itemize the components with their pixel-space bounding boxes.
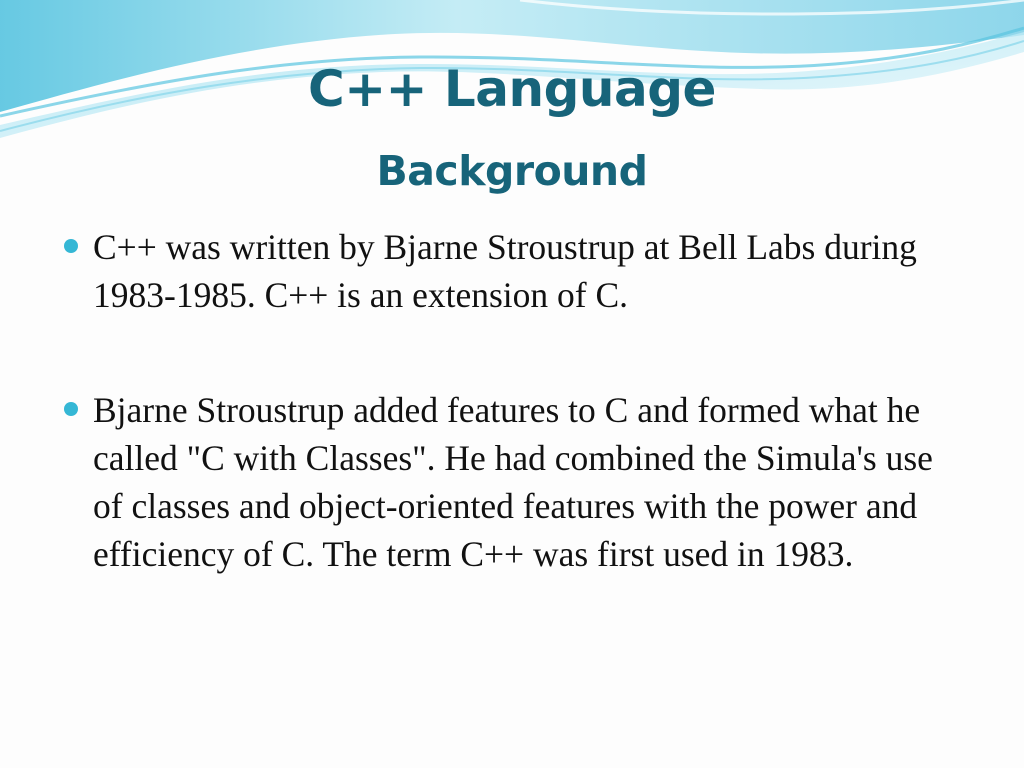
bullet-item (64, 223, 964, 319)
slide-subtitle: Background (376, 147, 648, 195)
bullet-text: Bjarne Stroustrup added features to C and formed what he called "C with Classes". He had combined the Simula's use of classes and object-oriented features with the power and efficiency of C. The term C++ was first used in 1983. (93, 390, 933, 574)
bullet-text: C++ was written by Bjarne Stroustrup at Bell Labs during 1983-1985. C++ is an extension of C. (93, 227, 917, 315)
circle-bullet-icon (64, 239, 78, 253)
slide-title-block (0, 58, 1024, 200)
bullet-item (64, 386, 964, 578)
bullet-list (64, 223, 964, 578)
circle-bullet-icon (64, 402, 78, 416)
slide-title: C++ Language (308, 60, 716, 118)
